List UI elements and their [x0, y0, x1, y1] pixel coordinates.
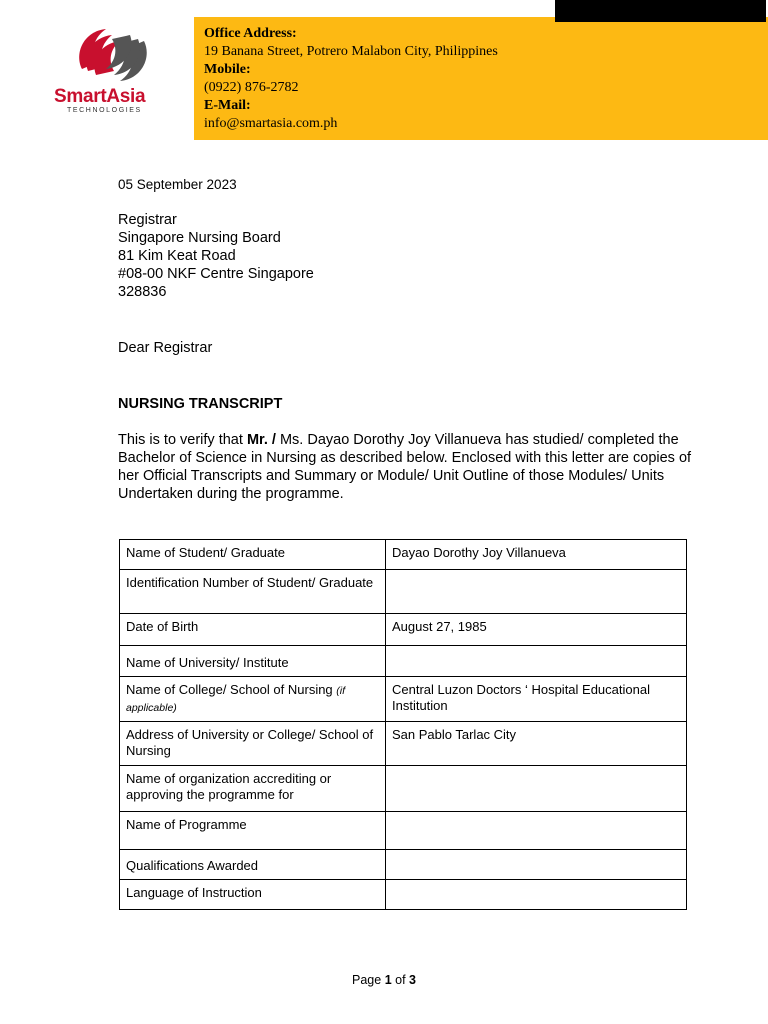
logo-panel: [0, 17, 194, 140]
letter-date: 05 September 2023: [118, 177, 237, 192]
row-value: August 27, 1985: [386, 614, 687, 646]
table-row: [120, 812, 687, 850]
table-row: [120, 614, 687, 646]
greeting: Dear Registrar: [118, 340, 213, 356]
row-value: [386, 850, 687, 880]
page-number: Page 1 of 3: [352, 973, 416, 987]
recipient-line: 81 Kim Keat Road: [118, 248, 236, 264]
table-row: [120, 850, 687, 880]
row-label-note: (if applicable): [126, 685, 346, 714]
recipient-line: Registrar: [118, 212, 177, 228]
row-value: Central Luzon Doctors ‘ Hospital Educational Institution: [386, 677, 687, 722]
contact-block: [204, 25, 498, 133]
smartasia-logo-icon: [74, 23, 152, 87]
row-value: [386, 812, 687, 850]
letterhead-band: [0, 17, 768, 140]
recipient-address: [118, 211, 314, 301]
row-value: Dayao Dorothy Joy Villanueva: [386, 540, 687, 570]
row-label: Identification Number of Student/ Graduate: [120, 570, 386, 614]
row-label: Address of University or College/ School of Nursing: [120, 722, 386, 766]
row-label: Name of College/ School of Nursing (if applicable): [120, 677, 386, 722]
table-row: [120, 880, 687, 910]
email-value: info@smartasia.com.ph: [204, 116, 338, 131]
row-value: [386, 570, 687, 614]
header-black-bar: [555, 0, 766, 22]
letter-subject: NURSING TRANSCRIPT: [118, 396, 283, 412]
row-value: [386, 880, 687, 910]
row-label: Name of Programme: [120, 812, 386, 850]
row-label: Name of organization accrediting or approving the programme for: [120, 766, 386, 812]
recipient-line: Singapore Nursing Board: [118, 230, 281, 246]
brand-subtitle: TECHNOLOGIES: [67, 107, 142, 114]
row-value: [386, 766, 687, 812]
row-value: San Pablo Tarlac City: [386, 722, 687, 766]
row-label: Language of Instruction: [120, 880, 386, 910]
table-row: [120, 646, 687, 677]
table-row: [120, 722, 687, 766]
recipient-line: 328836: [118, 284, 167, 300]
office-address-value: 19 Banana Street, Potrero Malabon City, Philippines: [204, 44, 498, 59]
student-info-table: [119, 539, 687, 910]
office-address-label: Office Address:: [204, 26, 297, 41]
table-row: [120, 766, 687, 812]
row-label: Name of University/ Institute: [120, 646, 386, 677]
row-label: Qualifications Awarded: [120, 850, 386, 880]
row-label: Date of Birth: [120, 614, 386, 646]
recipient-line: #08-00 NKF Centre Singapore: [118, 266, 314, 282]
mobile-label: Mobile:: [204, 62, 251, 77]
row-label: Name of Student/ Graduate: [120, 540, 386, 570]
table-row: [120, 570, 687, 614]
email-label: E-Mail:: [204, 98, 251, 113]
table-row: [120, 540, 687, 570]
brand-name: SmartAsia: [54, 86, 146, 107]
mobile-value: (0922) 876-2782: [204, 80, 299, 95]
letter-body: This is to verify that Mr. / Ms. Dayao Dorothy Joy Villanueva has studied/ completed the Bachelor of Science in Nursing as described below. Enclosed with this letter are copies of her Official Transcripts and Summary or Module/ Unit Outline of those Modules/ Units Undertaken during the programme.: [118, 432, 692, 502]
table-row: [120, 677, 687, 722]
row-value: [386, 646, 687, 677]
